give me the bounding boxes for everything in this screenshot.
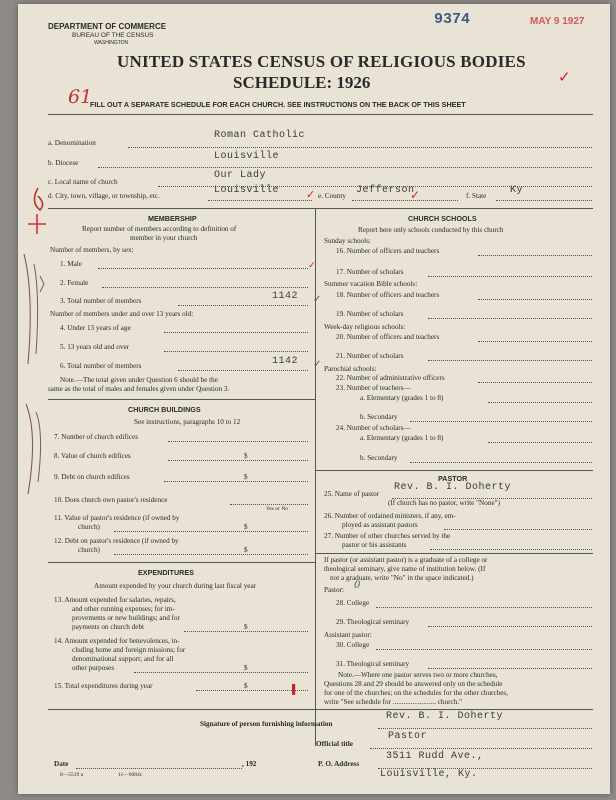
city-value: Louisville xyxy=(214,185,280,196)
q15-label: 15. Total expenditures during year xyxy=(54,682,153,690)
pastor-sub-label: Pastor: xyxy=(324,586,344,594)
graduate-instruction-3: not a graduate, write "No" in the space indicated.) xyxy=(330,574,474,582)
q23-label: 23. Number of teachers— xyxy=(336,384,411,392)
membership-note-1: Note.—The total given under Question 6 should be the xyxy=(60,376,218,384)
check-mark-icon: ✓ xyxy=(410,188,421,202)
q14-line-4: other purposes xyxy=(72,664,115,672)
denomination-value: Roman Catholic xyxy=(214,130,306,141)
divider xyxy=(48,208,593,209)
date-label: Date xyxy=(54,760,69,768)
serial-stamp: 9374 xyxy=(434,11,471,28)
q10-label: 10. Does church own pastor's residence xyxy=(54,496,168,504)
schools-subtitle: Report here only schools conducted by this church xyxy=(358,226,504,234)
schedule-title: SCHEDULE: 1926 xyxy=(233,73,371,92)
yes-no-hint: Yes or No xyxy=(266,506,289,512)
summer-label: Summer vacation Bible schools: xyxy=(324,280,418,288)
form-title: UNITED STATES CENSUS OF RELIGIOUS BODIES xyxy=(117,52,526,71)
received-date-stamp: MAY 9 1927 xyxy=(530,16,585,27)
q26-label: 26. Number of ordained ministers, if any, em- xyxy=(324,512,456,520)
q6-total-value: 1142 xyxy=(272,356,299,367)
divider xyxy=(315,470,593,471)
q31-label: 31. Theological seminary xyxy=(336,660,410,668)
sunday-label: Sunday schools: xyxy=(324,237,371,245)
graduate-instruction-1: If pastor (or assistant pastor) is a graduate of a college or xyxy=(324,556,488,564)
dollar-sign: $ xyxy=(244,546,248,554)
q30-label: 30. College xyxy=(336,641,370,649)
q28-label: 28. College xyxy=(336,599,370,607)
divider xyxy=(315,553,593,554)
q4-under-13-label: 4. Under 13 years of age xyxy=(60,324,131,332)
signature-value: Rev. B. I. Doherty xyxy=(386,711,504,722)
buildings-subtitle: See instructions, paragraphs 10 to 12 xyxy=(134,418,241,426)
assistant-pastor-label: Assistant pastor: xyxy=(324,631,372,639)
q27-handwritten-value: 0 xyxy=(354,580,361,591)
handwritten-margin-notes xyxy=(18,184,58,584)
divider xyxy=(48,709,593,710)
church-name-label: c. Local name of church xyxy=(48,178,118,186)
q25-label: 25. Name of pastor xyxy=(324,490,380,498)
q24-elementary-label: a. Elementary (grades 1 to 8) xyxy=(360,434,444,442)
column-divider xyxy=(315,208,316,746)
q7-label: 7. Number of church edifices xyxy=(54,433,139,441)
check-mark-icon: ✓ xyxy=(308,260,316,270)
expenditures-title: EXPENDITURES xyxy=(138,568,194,577)
q8-label: 8. Value of church edifices xyxy=(54,452,131,460)
instruction-line: FILL OUT A SEPARATE SCHEDULE FOR EACH CHURCH. SEE INSTRUCTIONS ON THE BACK OF THIS SHEET xyxy=(90,100,466,109)
q12-label-2: church) xyxy=(78,546,100,554)
expenditures-subtitle: Amount expended by your church during last fiscal year xyxy=(94,582,257,590)
print-number: 11—9084c xyxy=(118,772,143,778)
official-title-label: Official title xyxy=(316,740,353,748)
county-value: Jefferson xyxy=(356,185,415,196)
signature-label: Signature of person furnishing information xyxy=(200,720,333,728)
dollar-sign: $ xyxy=(244,473,248,481)
county-label: e. County xyxy=(318,192,346,200)
dollar-sign: $ xyxy=(244,452,248,460)
check-mark-icon: ✓ xyxy=(313,359,322,370)
check-mark-icon: ▌ xyxy=(292,684,299,694)
graduate-instruction-2: theological seminary, give name of institution below. (If xyxy=(324,565,486,573)
q5-over-13-label: 5. 13 years old and over xyxy=(60,343,130,351)
pastor-name-value: Rev. B. I. Doherty xyxy=(394,482,512,493)
q14-line-3: denominational support; and for all xyxy=(72,655,174,663)
divider xyxy=(48,399,315,400)
pastor-note-1: Note.—Where one pastor serves two or more churches, xyxy=(338,671,498,679)
q27-label-2: pastor or his assistants xyxy=(342,541,407,549)
city-label: WASHINGTON xyxy=(94,40,129,46)
q22-label: 22. Number of administrative officers xyxy=(336,374,445,382)
pastor-note-4: write "See schedule for ........................ church." xyxy=(324,698,463,706)
q3-total-label: 3. Total number of members xyxy=(60,297,142,305)
dollar-sign: $ xyxy=(244,623,248,631)
q11-label: 11. Value of pastor's residence (if owned by xyxy=(54,514,180,522)
bureau-label: BUREAU OF THE CENSUS xyxy=(72,32,154,39)
q6-total-label: 6. Total number of members xyxy=(60,362,142,370)
date-year: , 192 xyxy=(242,760,257,768)
diocese-label: b. Diocese xyxy=(48,159,79,167)
weekday-label: Week-day religious schools: xyxy=(324,323,406,331)
denomination-label: a. Denomination xyxy=(48,139,96,147)
q3-total-value: 1142 xyxy=(272,291,299,302)
q19-label: 19. Number of scholars xyxy=(336,310,404,318)
q25-note: (If church has no pastor, write "None") xyxy=(388,499,500,507)
by-sex-label: Number of members, by sex: xyxy=(50,246,134,254)
q23-elementary-label: a. Elementary (grades 1 to 8) xyxy=(360,394,444,402)
pastor-note-3: for one of the churches; on the schedules for the other churches, xyxy=(324,689,509,697)
pastor-note-2: Questions 28 and 29 should be answered only on the schedule xyxy=(324,680,503,688)
check-mark-icon: ✓ xyxy=(558,70,571,86)
q17-label: 17. Number of scholars xyxy=(336,268,404,276)
address-value: 3511 Rudd Ave., xyxy=(386,751,484,762)
q14-line-1: 14. Amount expended for benevolences, in- xyxy=(54,637,180,645)
q16-label: 16. Number of officers and teachers xyxy=(336,247,440,255)
membership-subtitle-2: member in your church xyxy=(130,234,198,242)
under-over-label: Number of members under and over 13 years old: xyxy=(50,310,194,318)
dollar-sign: $ xyxy=(244,682,248,690)
q13-line-4: payments on church debt xyxy=(72,623,145,631)
schools-title: CHURCH SCHOOLS xyxy=(408,214,477,223)
divider xyxy=(48,114,593,115)
check-mark-icon: ✓ xyxy=(313,294,322,305)
q29-label: 29. Theological seminary xyxy=(336,618,410,626)
q23-secondary-label: b. Secondary xyxy=(360,413,398,421)
buildings-title: CHURCH BUILDINGS xyxy=(128,405,201,414)
membership-title: MEMBERSHIP xyxy=(148,214,197,223)
membership-note-2: same as the total of males and females given under Question 3. xyxy=(48,385,230,393)
q2-female-label: 2. Female xyxy=(60,279,89,287)
official-title-value: Pastor xyxy=(388,731,428,742)
q13-line-3: provements or new buildings; and for xyxy=(72,614,180,622)
membership-subtitle-1: Report number of members according to definition of xyxy=(82,225,237,233)
q20-label: 20. Number of officers and teachers xyxy=(336,333,440,341)
department-label: DEPARTMENT OF COMMERCE xyxy=(48,22,167,31)
address-label: P. O. Address xyxy=(318,760,360,768)
check-mark-icon: ✓ xyxy=(306,189,316,201)
q21-label: 21. Number of scholars xyxy=(336,352,404,360)
q24-label: 24. Number of scholars— xyxy=(336,424,411,432)
q26-label-2: ployed as assistant pastors xyxy=(342,521,418,529)
church-name-value: Our Lady xyxy=(214,170,267,181)
q18-label: 18. Number of officers and teachers xyxy=(336,291,440,299)
divider xyxy=(48,562,315,563)
pastor-title: PASTOR xyxy=(438,474,468,483)
q13-line-2: and other running expenses; for im- xyxy=(72,605,175,613)
q1-male-label: 1. Male xyxy=(60,260,82,268)
q13-line-1: 13. Amount expended for salaries, repairs, xyxy=(54,596,176,604)
handwritten-number: 61 xyxy=(68,86,93,108)
q27-label: 27. Number of other churches served by the xyxy=(324,532,451,540)
q12-label: 12. Debt on pastor's residence (if owned by xyxy=(54,537,179,545)
q9-label: 9. Debt on church edifices xyxy=(54,473,130,481)
dollar-sign: $ xyxy=(244,523,248,531)
state-value: Ky xyxy=(510,185,524,196)
form-number: 8—5519 a xyxy=(60,772,84,778)
state-label: f. State xyxy=(466,192,487,200)
q14-line-2: cluding home and foreign missions; for xyxy=(72,646,186,654)
city-label-d: d. City, town, village, or township, etc. xyxy=(48,192,160,200)
address-city: Louisville, Ky. xyxy=(380,769,478,780)
q24-secondary-label: b. Secondary xyxy=(360,454,398,462)
diocese-value: Louisville xyxy=(214,151,280,162)
q11-label-2: church) xyxy=(78,523,100,531)
census-schedule-sheet xyxy=(18,4,610,794)
parochial-label: Parochial schools: xyxy=(324,365,377,373)
dollar-sign: $ xyxy=(244,664,248,672)
